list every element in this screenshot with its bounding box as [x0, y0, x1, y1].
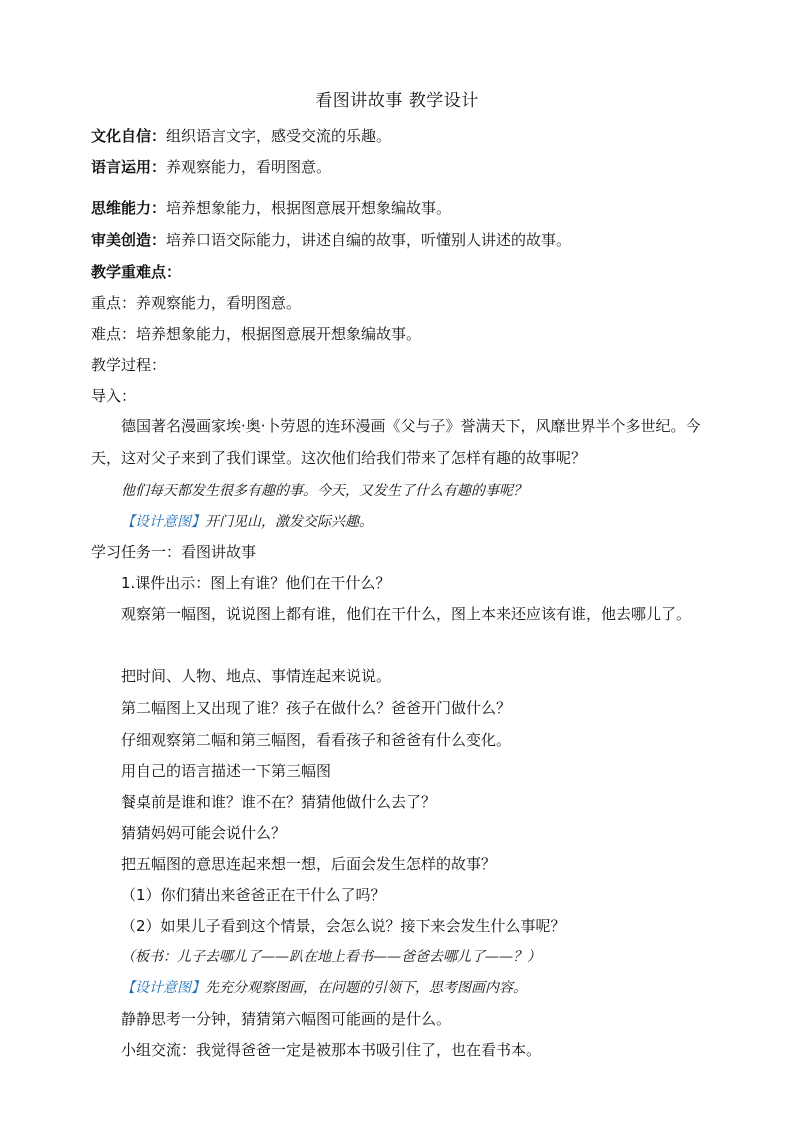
task1-line: 第二幅图上又出现了谁？孩子在做什么？爸爸开门做什么？	[121, 699, 512, 717]
design-intent-label: 【设计意图】	[121, 514, 205, 530]
task1-line: （1）你们猜出来爸爸正在干什么了吗？	[121, 886, 386, 904]
key-points-heading: 教学重难点：	[91, 263, 182, 281]
intro-question: 他们每天都发生很多有趣的事。今天，又发生了什么有趣的事呢？	[121, 483, 527, 499]
objective-text: 培养想象能力，根据图意展开想象编故事。	[166, 199, 452, 217]
task1-line: 把五幅图的意思连起来想一想，后面会发生怎样的故事？	[121, 855, 497, 873]
closing-line: 静静思考一分钟，猜猜第六幅图可能画的是什么。	[121, 1010, 452, 1028]
task1-heading: 学习任务一：看图讲故事	[91, 543, 257, 561]
objective-culture	[91, 126, 391, 146]
key-point: 重点：养观察能力，看明图意。	[91, 294, 302, 312]
design-intent-label: 【设计意图】	[121, 980, 205, 996]
design-intent-text: 开门见山，激发交际兴趣。	[205, 514, 373, 530]
task1-line: 仔细观察第二幅和第三幅图，看看孩子和爸爸有什么变化。	[121, 731, 512, 749]
objective-label: 文化自信：	[91, 127, 167, 145]
design-intent-2	[121, 978, 527, 998]
task1-line: 餐桌前是谁和谁？谁不在？猜猜他做什么去了？	[121, 793, 437, 811]
task1-line: （2）如果儿子看到这个情景，会怎么说？接下来会发生什么事呢？	[121, 917, 566, 935]
task1-line: 1.课件出示：图上有谁？他们在干什么？	[121, 574, 391, 592]
objective-text: 组织语言文字，感受交流的乐趣。	[166, 127, 392, 145]
design-intent-1	[121, 512, 373, 532]
objective-language	[91, 157, 331, 177]
objective-label: 审美创造：	[91, 231, 167, 249]
design-intent-text: 先充分观察图画，在问题的引领下，思考图画内容。	[205, 980, 527, 996]
objective-label: 语言运用：	[91, 158, 167, 176]
task1-line: 用自己的语言描述一下第三幅图	[121, 762, 332, 780]
objective-label: 思维能力：	[91, 199, 167, 217]
objective-text: 养观察能力，看明图意。	[166, 158, 332, 176]
document-title: 看图讲故事 教学设计	[315, 91, 479, 111]
task1-line: 猜猜妈妈可能会说什么？	[121, 824, 287, 842]
difficult-point: 难点：培养想象能力，根据图意展开想象编故事。	[91, 325, 422, 343]
objective-text: 培养口语交际能力，讲述自编的故事，听懂别人讲述的故事。	[166, 231, 572, 249]
closing-line: 小组交流：我觉得爸爸一定是被那本书吸引住了，也在看书本。	[121, 1041, 542, 1059]
intro-heading: 导入：	[91, 387, 137, 405]
task1-line: 把时间、人物、地点、事情连起来说说。	[121, 667, 392, 685]
objective-thinking	[91, 198, 451, 218]
process-heading: 教学过程：	[91, 356, 167, 374]
task1-line: 观察第一幅图，说说图上都有谁，他们在干什么，图上本来还应该有谁，他去哪儿了。	[121, 605, 692, 623]
objective-aesthetic	[91, 230, 571, 250]
intro-paragraph: 德国著名漫画家埃·奥·卜劳恩的连环漫画《父与子》誉满天下，风靡世界半个多世纪。今天，这对父子来到了我们课堂。这次他们给我们带来了怎样有趣的故事呢？	[91, 417, 701, 467]
board-note: （板书：儿子去哪儿了——趴在地上看书——爸爸去哪儿了——？）	[121, 949, 541, 965]
